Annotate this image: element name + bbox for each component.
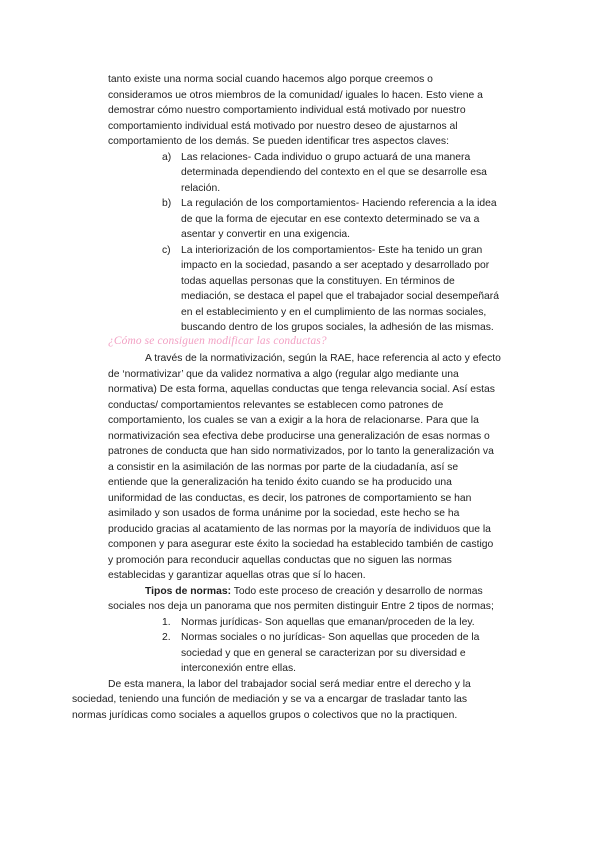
text-line: comportamiento individual está motivado por nuestro deseo de ajustarnos al [108, 121, 458, 132]
section-heading: ¿Cómo se consiguen modificar las conductas? [108, 335, 327, 347]
text-line: La regulación de los comportamientos- Haciendo referencia a la idea [181, 198, 497, 209]
text-line: Las relaciones- Cada individuo o grupo actuará de una manera [181, 152, 471, 163]
text-line: todas aquellas personas que la constituyen. En términos de [181, 276, 455, 287]
text-line: buscando dentro de los grupos sociales, la adhesión de las mismas. [181, 322, 494, 333]
text-line: demostrar cómo nuestro comportamiento individual está motivado por nuestro [108, 105, 466, 116]
text-line: impacto en la sociedad, pasando a ser aceptado y desarrollado por [181, 260, 490, 271]
text-line: asimilado y son usados de forma unánime por la sociedad, este hecho se ha [108, 508, 460, 519]
text-line: Normas jurídicas- Son aquellas que emanan/proceden de la ley. [181, 617, 475, 628]
text-line: establecidas y garantizar aquellas otras que sí lo hacen. [108, 570, 366, 581]
list-marker: b) [162, 198, 172, 209]
text-line: conductas/ comportamientos relevantes se establecen como patrones de [108, 400, 444, 411]
list-marker: 2. [162, 632, 171, 643]
text-line: sociales nos deja un panorama que nos permiten distinguir Entre 2 tipos de normas; [108, 601, 494, 612]
norm-types-title: Tipos de normas: [145, 586, 232, 597]
text-line: determinada dependiendo del contexto en el que se desarrolle esa [181, 167, 487, 178]
text-line: de que la forma de ejecutar en ese contexto determinado se va a [181, 214, 480, 225]
text-line: La interiorización de los comportamientos- Este ha tenido un gran [181, 245, 483, 256]
list-marker: 1. [162, 617, 171, 628]
text-line [145, 584, 483, 600]
text-line: normas jurídicas como sociales a aquellos grupos o colectivos que no la practiquen. [72, 710, 458, 721]
text-line: consideramos ue otros miembros de la comunidad/ iguales lo hacen. Esto viene a [108, 90, 483, 101]
text-line: asentar y convertir en una exigencia. [181, 229, 351, 240]
text-line: normativización sea efectiva debe producirse una generalización de esas normas o [108, 431, 490, 442]
text-line: interconexión entre ellas. [181, 663, 296, 674]
norm-types-intro: Todo este proceso de creación y desarrollo de normas [231, 586, 483, 597]
text-line: en el establecimiento y en el cumplimiento de las normas sociales, [181, 307, 487, 318]
text-line: normativa) De esta forma, aquellas conductas que tenga relevancia social. Así estas [108, 384, 495, 395]
text-line: relación. [181, 183, 221, 194]
text-line: de ‘normativizar’ que da validez normativa a algo (regular algo mediante una [108, 369, 459, 380]
text-line: sociedad y que en general se caracterizan por su diversidad e [181, 648, 466, 659]
text-line: mediación, se destaca el papel que el trabajador social desempeñará [181, 291, 499, 302]
text-line: producido gracias al acatamiento de las normas por la mayoría de individuos que la [108, 524, 491, 535]
text-line: Normas sociales o no jurídicas- Son aquellas que proceden de la [181, 632, 480, 643]
text-line: tanto existe una norma social cuando hacemos algo porque creemos o [108, 74, 433, 85]
text-line: componen y para asegurar este éxito la sociedad ha establecido también de castigo [108, 539, 494, 550]
text-line: comportamiento de los demás. Se pueden identificar tres aspectos claves: [108, 136, 449, 147]
text-line: uniformidad de las conductas, es decir, los patrones de comportamiento se han [108, 493, 472, 504]
text-line: y promoción para reconducir aquellas conductas que no siguen las normas [108, 555, 452, 566]
text-line: A través de la normativización, según la RAE, hace referencia al acto y efecto [145, 353, 501, 364]
text-line: comportamiento, los cuales se van a exigir a la hora de relacionarse. Para que la [108, 415, 479, 426]
list-marker: c) [162, 245, 171, 256]
text-line: sociedad, teniendo una función de mediación y se va a encargar de trasladar tanto las [72, 694, 468, 705]
text-line: patrones de conducta que han sido normativizados, por lo tanto la generalización va [108, 446, 494, 457]
list-marker: a) [162, 152, 172, 163]
text-line: entiende que la generalización ha tenido éxito cuando se ha producido una [108, 477, 452, 488]
text-line: a consistir en la asimilación de las normas por parte de la ciudadanía, así se [108, 462, 459, 473]
text-line: De esta manera, la labor del trabajador social será mediar entre el derecho y la [108, 679, 471, 690]
